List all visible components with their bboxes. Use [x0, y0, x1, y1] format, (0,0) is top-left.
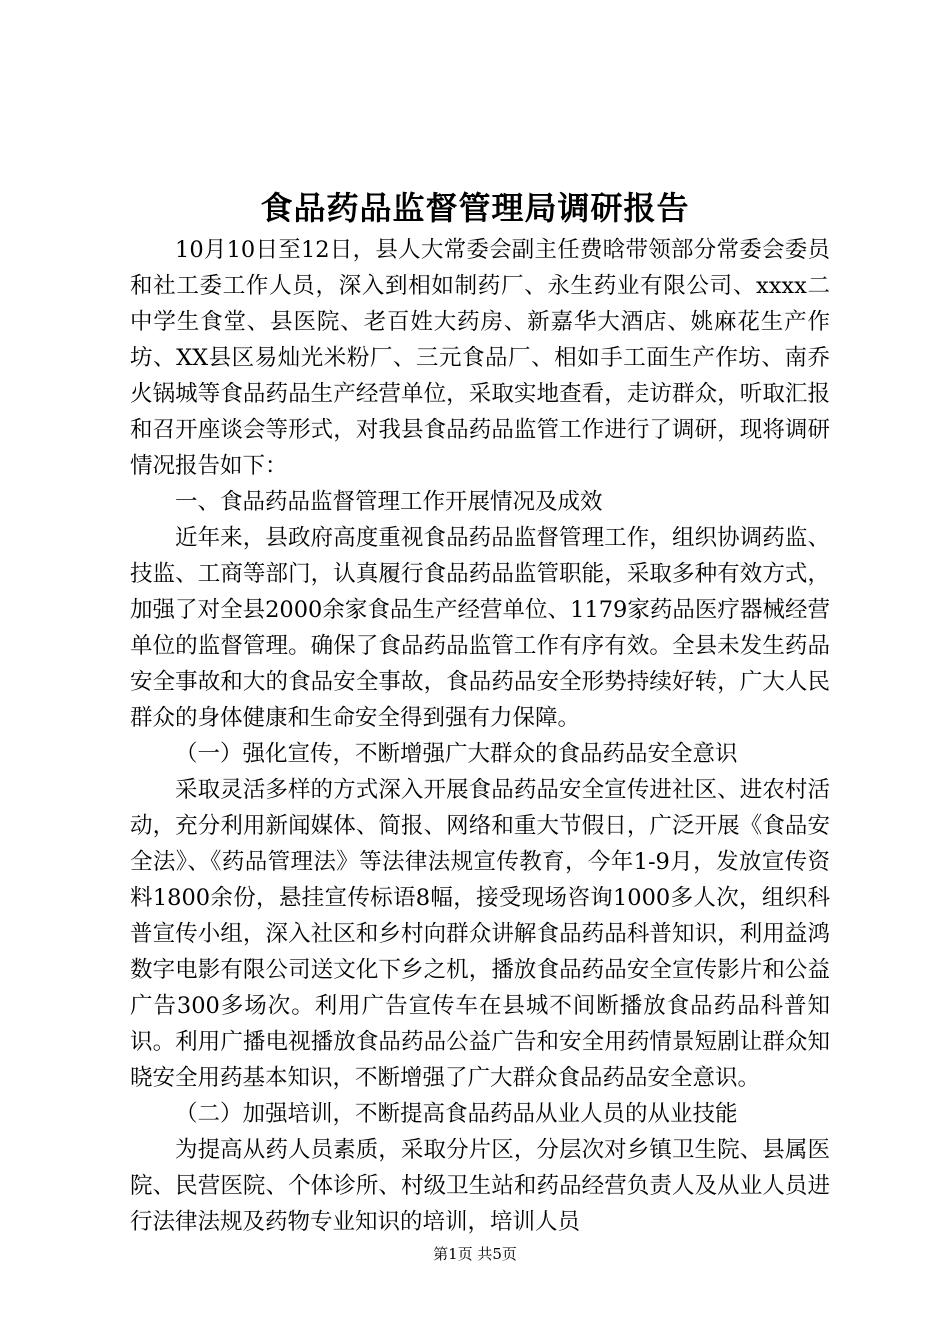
document-body: [130, 232, 830, 1240]
document-title: 食品药品监督管理局调研报告: [260, 189, 690, 227]
subsection-heading-2: （二）加强培训，不断提高食品药品从业人员的从业技能: [175, 1101, 738, 1127]
page-number: 第1页 共5页: [433, 1245, 517, 1263]
subsection-heading-1: （一）强化宣传，不断增强广大群众的食品药品安全意识: [175, 741, 738, 767]
paragraph-intro: 10月10日至12日，县人大常委会副主任费晗带领部分常委会委员和社工委工作人员，深入到相如制药厂、永生药业有限公司、xxxx二中学生食堂、县医院、老百姓大药房、新嘉华大酒店、姚麻花生产作坊、XX县区易灿光米粉厂、三元食品厂、相如手工面生产作坊、南乔火锅城等食品药品生产经营单位，采取实地查看，走访群众，听取汇报和召开座谈会等形式，对我县食品药品监管工作进行了调研，现将调研情况报告如下：: [130, 237, 830, 479]
section-heading-1: 一、食品药品监督管理工作开展情况及成效: [175, 489, 603, 515]
paragraph-overview: 近年来，县政府高度重视食品药品监督管理工作，组织协调药监、技监、工商等部门，认真履行食品药品监管职能，采取多种有效方式，加强了对全县2000余家食品生产经营单位、1179家药品医疗器械经营单位的监督管理。确保了食品药品监管工作有序有效。全县未发生药品安全事故和大的食品安全事故，食品药品安全形势持续好转，广大人民群众的身体健康和生命安全得到强有力保障。: [130, 525, 830, 731]
paragraph-publicity: 采取灵活多样的方式深入开展食品药品安全宣传进社区、进农村活动，充分利用新闻媒体、简报、网络和重大节假日，广泛开展《食品安全法》、《药品管理法》等法律法规宣传教育，今年1-9月，发放宣传资料1800余份，悬挂宣传标语8幅，接受现场咨询1000多人次，组织科普宣传小组，深入社区和乡村向群众讲解食品药品科普知识，利用益鸿数字电影有限公司送文化下乡之机，播放食品药品安全宣传影片和公益广告300多场次。利用广告宣传车在县城不间断播放食品药品科普知识。利用广播电视播放食品药品公益广告和安全用药情景短剧让群众知晓安全用药基本知识，不断增强了广大群众食品药品安全意识。: [130, 777, 830, 1091]
paragraph-training: 为提高从药人员素质，采取分片区，分层次对乡镇卫生院、县属医院、民营医院、个体诊所、村级卫生站和药品经营负责人及从业人员进行法律法规及药物专业知识的培训，培训人员: [130, 1137, 830, 1235]
